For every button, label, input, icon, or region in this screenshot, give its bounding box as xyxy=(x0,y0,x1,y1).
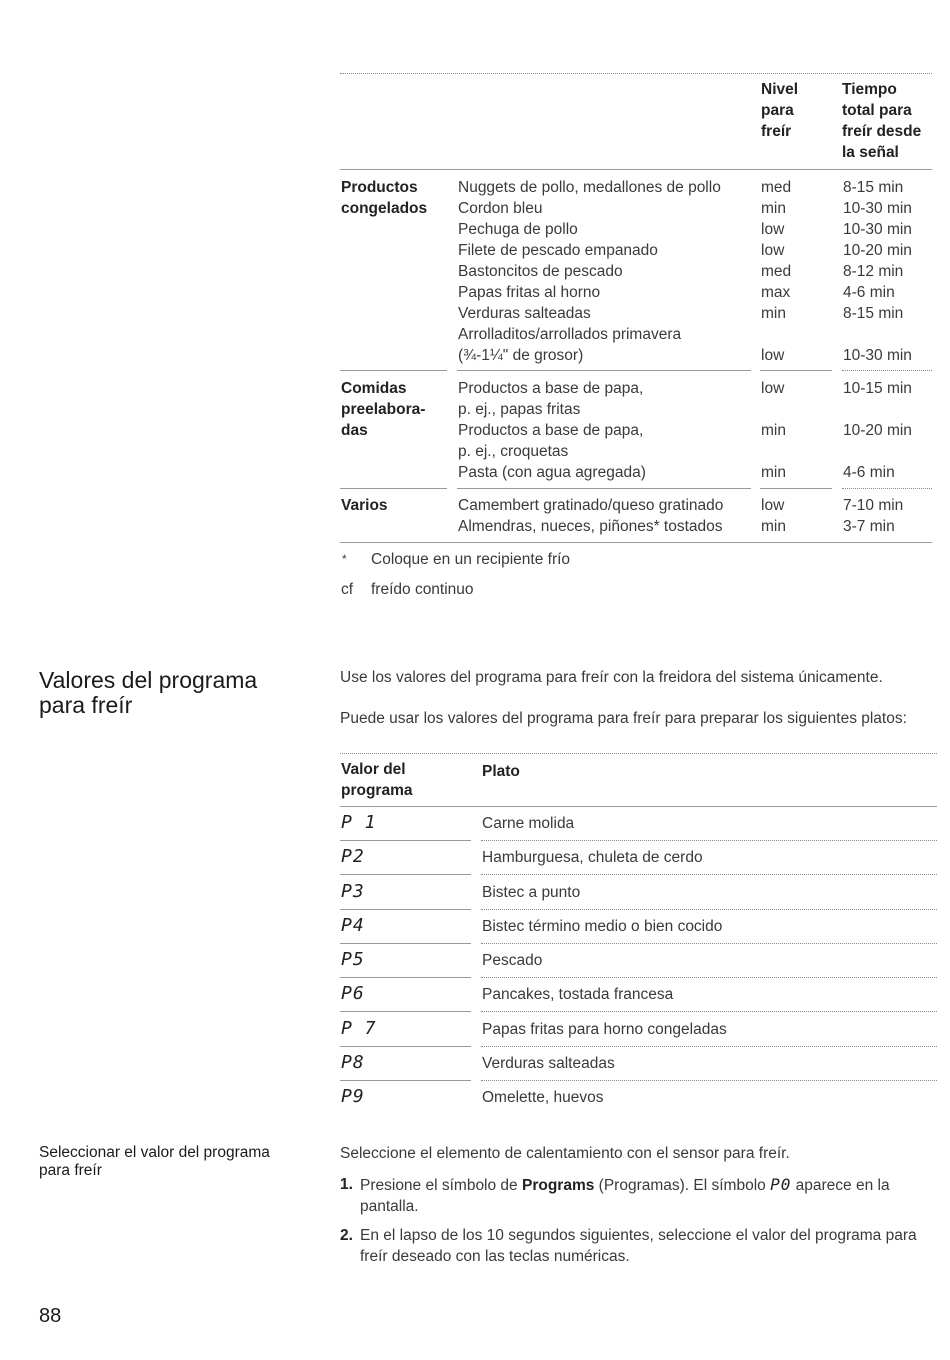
program-code: P2 xyxy=(341,846,365,868)
select-intro: Seleccione el elemento de calentamiento con el sensor para freír. xyxy=(340,1145,790,1162)
footnote-mark: cf xyxy=(341,581,354,598)
food-item: Verduras salteadas xyxy=(458,305,591,322)
intro-paragraph: Use los valores del programa para freír con la freidora del sistema únicamente. xyxy=(340,669,883,686)
levels-frozen: med min low low med max min low xyxy=(761,179,792,364)
food-item: Camembert gratinado/queso gratinado xyxy=(458,497,724,514)
food-item: Papas fritas al horno xyxy=(458,284,601,301)
step-number: 1. xyxy=(340,1176,353,1193)
display-code-p0: P0 xyxy=(770,1175,792,1194)
food-item: Cordon bleu xyxy=(458,200,543,217)
program-dish: Omelette, huevos xyxy=(482,1089,604,1106)
program-dish: Carne molida xyxy=(482,815,575,832)
program-dish: Hamburguesa, chuleta de cerdo xyxy=(482,849,703,867)
program-dish: Papas fritas para horno congeladas xyxy=(482,1020,727,1038)
food-item: Nuggets de pollo, medallones de pollo xyxy=(458,179,721,196)
program-dish: Pancakes, tostada francesa xyxy=(482,986,674,1004)
food-item: Filete de pescado empanado xyxy=(458,242,658,259)
food-item: Pasta (con agua agregada) xyxy=(458,464,646,481)
header-dish: Plato xyxy=(482,763,520,780)
footnote-text: Coloque en un recipiente frío xyxy=(371,551,571,568)
footnote-text: freído continuo xyxy=(371,581,474,598)
header-time: Tiempo total para freír desde la señal xyxy=(842,81,922,161)
times-prepared: 10-15 min 10-20 min 4-6 min xyxy=(843,380,912,481)
step-2-text: En el lapso de los 10 segundos siguientes, seleccione el valor del programa para freír deseado con las teclas numéricas. xyxy=(360,1227,917,1265)
program-dish: Verduras salteadas xyxy=(482,1054,615,1072)
foods-misc xyxy=(458,495,723,537)
food-item: Arrolladitos/arrollados primavera xyxy=(458,326,682,343)
section-heading-program-values: Valores del programa para freír xyxy=(39,667,258,718)
section-heading-select-program: Seleccionar el valor del programa para freír xyxy=(39,1144,270,1179)
footnote-mark: * xyxy=(342,552,347,566)
program-code: P6 xyxy=(341,983,365,1005)
food-item: Productos a base de papa, xyxy=(458,380,644,397)
food-item: Almendras, nueces, piñones* tostados xyxy=(458,518,723,535)
food-item: Pechuga de pollo xyxy=(458,221,578,238)
times-frozen: 8-15 min 10-30 min 10-30 min 10-20 min 8-12 min 4-6 min 8-15 min 10-30 min xyxy=(843,179,912,364)
program-code: P 7 xyxy=(341,1017,377,1039)
category-frozen: Productos congelados xyxy=(341,179,428,217)
foods-prepared xyxy=(458,378,646,483)
program-code: P9 xyxy=(341,1086,365,1107)
levels-misc: low min xyxy=(761,497,786,535)
header-level: Nivel para freír xyxy=(761,81,799,140)
category-misc: Varios xyxy=(341,497,388,514)
intro-paragraph: Puede usar los valores del programa para freír para preparar los siguientes platos: xyxy=(340,710,907,727)
category-prepared: Comidas preelabora- das xyxy=(341,380,426,439)
step-1-text: Presione el símbolo de Programs (Programas). El símbolo P0 aparece en la pantalla. xyxy=(360,1175,890,1215)
program-dish: Bistec a punto xyxy=(482,883,581,901)
food-item: (¾-1¼" de grosor) xyxy=(458,347,584,364)
food-item: Bastoncitos de pescado xyxy=(458,263,623,280)
step-number: 2. xyxy=(340,1227,353,1244)
program-code: P8 xyxy=(341,1051,365,1073)
program-code: P5 xyxy=(341,949,365,970)
header-program-value: Valor del programa xyxy=(341,761,413,799)
program-dish: Pescado xyxy=(482,952,543,969)
times-misc: 7-10 min 3-7 min xyxy=(843,497,904,535)
page-number: 88 xyxy=(39,1305,62,1327)
program-code: P 1 xyxy=(341,812,377,833)
program-dish: Bistec término medio o bien cocido xyxy=(482,917,723,935)
program-code: P3 xyxy=(341,880,365,902)
levels-prepared: low min min xyxy=(761,380,786,481)
food-item: p. ej., papas fritas xyxy=(458,401,581,418)
food-item: Productos a base de papa, xyxy=(458,422,644,439)
foods-frozen xyxy=(458,177,721,366)
programs-key-label: Programs xyxy=(521,1177,595,1194)
program-code: P4 xyxy=(341,914,365,936)
food-item: p. ej., croquetas xyxy=(458,443,569,460)
step-1 xyxy=(340,1174,353,1195)
step-2 xyxy=(340,1225,353,1246)
